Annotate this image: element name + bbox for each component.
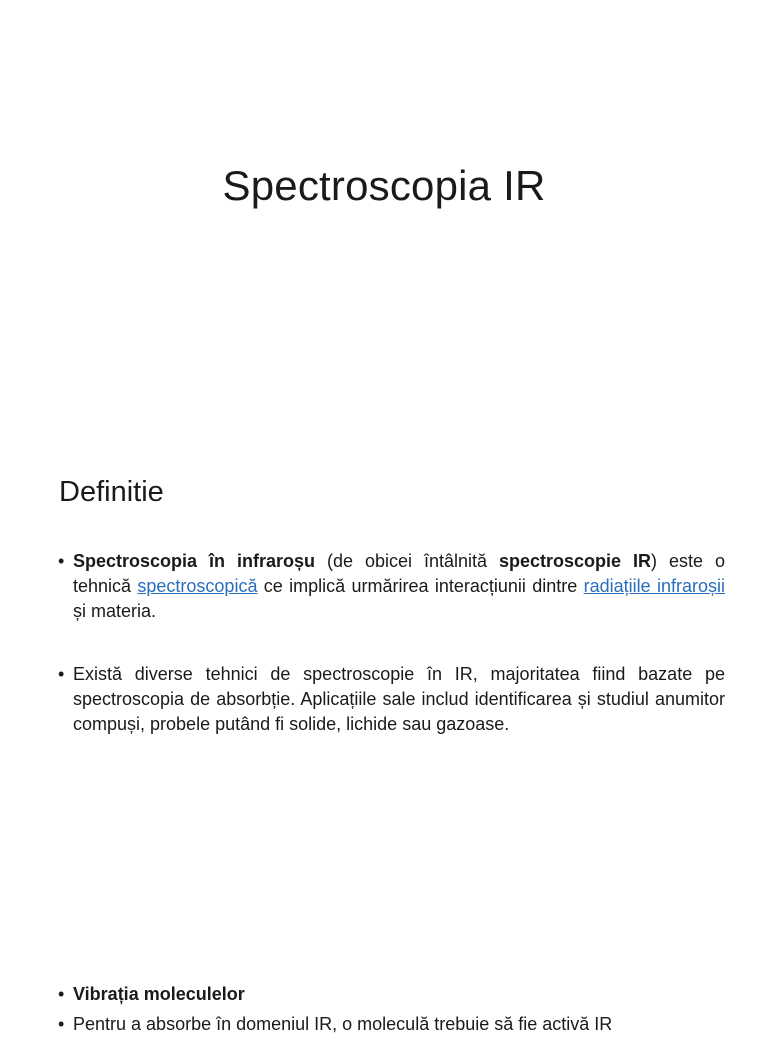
bullet-vibratia <box>58 982 725 1007</box>
link-radiatiile-infrarosii[interactable]: radiațiile infraroșii <box>583 576 726 596</box>
bullet1-text4: și materia. <box>73 601 157 621</box>
bullet3-bold: Vibrația moleculelor <box>73 984 245 1004</box>
bullet1-text3: ce implică urmărirea interacțiunii dintre <box>257 576 584 596</box>
term-bold-1: Spectroscopia în infraroșu <box>73 551 315 571</box>
bullet-absorbtie <box>58 1012 725 1037</box>
link-spectroscopica[interactable]: spectroscopică <box>137 576 258 596</box>
bullet4-text: Pentru a absorbe în domeniul IR, o moleculă trebuie să fie activă IR <box>73 1014 613 1034</box>
bullet-definition <box>58 549 725 624</box>
section-title: Definitie <box>59 476 164 508</box>
page-title: Spectroscopia IR <box>222 162 546 209</box>
bullet-techniques <box>58 662 725 737</box>
term-bold-2: spectroscopie IR <box>499 551 652 571</box>
bullet1-text2: ) este o tehnică <box>73 551 726 596</box>
bullet1-text1: (de obicei întâlnită <box>315 551 499 571</box>
bullet2-text: Există diverse tehnici de spectroscopie în IR, majoritatea fiind bazate pe spectroscopia de absorbție. Aplicațiile sale includ identificarea și studiul anumitor compuși, probele putând fi solide, lichide sau gazoase. <box>73 664 725 734</box>
